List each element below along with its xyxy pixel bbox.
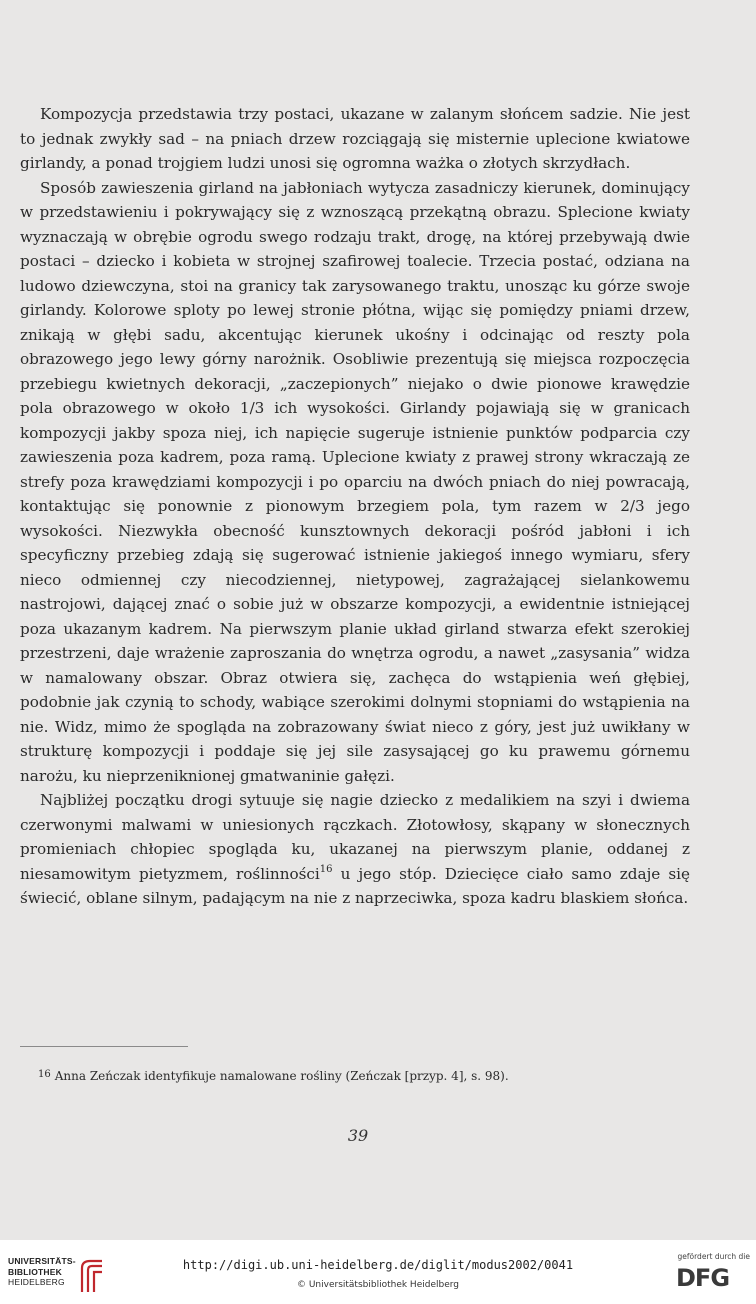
sponsor-label: gefördert durch die: [677, 1252, 750, 1261]
paragraph-3-end: u jego stóp. Dziecięce ciało samo zdaje się świecić, oblane silnym, padającym na nie z naprzeciwka, spoza kadru blaskiem słońca.: [20, 864, 690, 907]
paragraph-3: [20, 788, 690, 911]
footnote-number: 16: [38, 1069, 51, 1080]
paragraph-2: Sposób zawieszenia girland na jabłoniach wytycza zasadniczy kierunek, dominujący w przedstawieniu i pokrywający się z wznoszącą przekątną obrazu. Splecione kwiaty wyznaczają w obrębie ogrodu swego rodzaju trakt, drogę, na której przebywają dwie postaci – dziecko i kobieta w strojnej szafirowej toalecie. Trzecia postać, odziana na ludowo dziewczyna, stoi na granicy tak zarysowanego traktu, unosząc ku górze swoje girlandy. Kolorowe sploty po lewej stronie płótna, wijąc się pomiędzy pniami drzew, znikają w głębi sadu, akcentując kierunek ukośny i odcinając od reszty pola obrazowego jego lewy górny narożnik. Osobliwie prezentują się miejsca rozpoczęcia przebiegu kwietnych dekoracji, „zaczepionych” niejako o dwie pionowe krawędzie pola obrazowego w około 1/3 ich wysokości. Girlandy pojawiają się w granicach kompozycji jakby spoza niej, ich napięcie sugeruje istnienie punktów podparcia czy zawieszenia poza kadrem, poza ramą. Uplecione kwiaty z prawej strony wkraczają ze strefy poza krawędziami kompozycji i po oparciu na dwóch pniach do niej powracają, kontaktując się ponownie z pionowym brzegiem pola, tym razem w 2/3 jego wysokości. Niezwykła obecność kunsztownych dekoracji pośród jabłoni i ich specyficzny przebieg zdają się sugerować istnienie jakiegoś innego wymiaru, sfery nieco odmiennej czy niecodziennej, nietypowej, zagrażającej sielankowemu nastrojowi, dającej znać o sobie już w obszarze kompozycji, a ewidentnie istniejącej poza ukazanym kadrem. Na pierwszym planie układ girland stwarza efekt szerokiej przestrzeni, daje wrażenie zaproszania do wnętrza ogrodu, a nawet „zasysania” widza w namalowany obszar. Obraz otwiera się, zachęca do wstąpienia weń głębiej, podobnie jak czynią to schody, wabiące szerokimi dolnymi stopniami do wstąpienia na nie. Widz, mimo że spogląda na zobrazowany świat nieco z góry, jest już uwikłany w strukturę kompozycji i poddaje się jej sile zasysającej go ku prawemu górnemu narożu, ku nieprzeniknionej gmatwaninie gałęzi.: [20, 178, 690, 785]
body-text: [20, 102, 690, 911]
footnote-reference[interactable]: 16: [319, 863, 333, 875]
sponsor-logo[interactable]: [672, 1252, 750, 1298]
library-name-line-3: HEIDELBERG: [8, 1277, 65, 1287]
dfg-logo-icon: DFG: [676, 1264, 730, 1292]
copyright-notice: © Universitätsbibliothek Heidelberg: [296, 1280, 459, 1290]
source-url-link[interactable]: http://digi.ub.uni-heidelberg.de/diglit/modus2002/0041: [182, 1258, 574, 1272]
paragraph-3-start: Najbliżej początku drogi sytuuje się nagie dziecko z medalikiem na szyi i dwiema czerwonymi malwami w uniesionych rączkach. Złotowłosy, skąpany w słonecznych promieniach chłopiec spogląda ku, ukazanej na pierwszym planie, oddanej z niesamowitym pietyzmem, roślinności: [20, 791, 690, 883]
library-name-line-1: UNIVERSITÄTS-: [8, 1256, 76, 1266]
footnote-text: Anna Zeńczak identyfikuje namalowane rośliny (Zeńczak [przyp. 4], s. 98).: [54, 1069, 509, 1083]
page-number: 39: [347, 1126, 369, 1145]
library-name-line-2: BIBLIOTHEK: [8, 1266, 62, 1277]
footnote-divider: [20, 1046, 188, 1047]
footnote: [38, 1066, 698, 1085]
credit-footer: [0, 1240, 756, 1304]
paragraph-1: Kompozycja przedstawia trzy postaci, ukazane w zalanym słońcem sadzie. Nie jest to jednak zwykły sad – na pniach drzew rozciągają się misternie uplecione kwiatowe girlandy, a ponad trojgiem ludzi unosi się ogromna ważka o złotych skrzydłach.: [20, 105, 690, 172]
